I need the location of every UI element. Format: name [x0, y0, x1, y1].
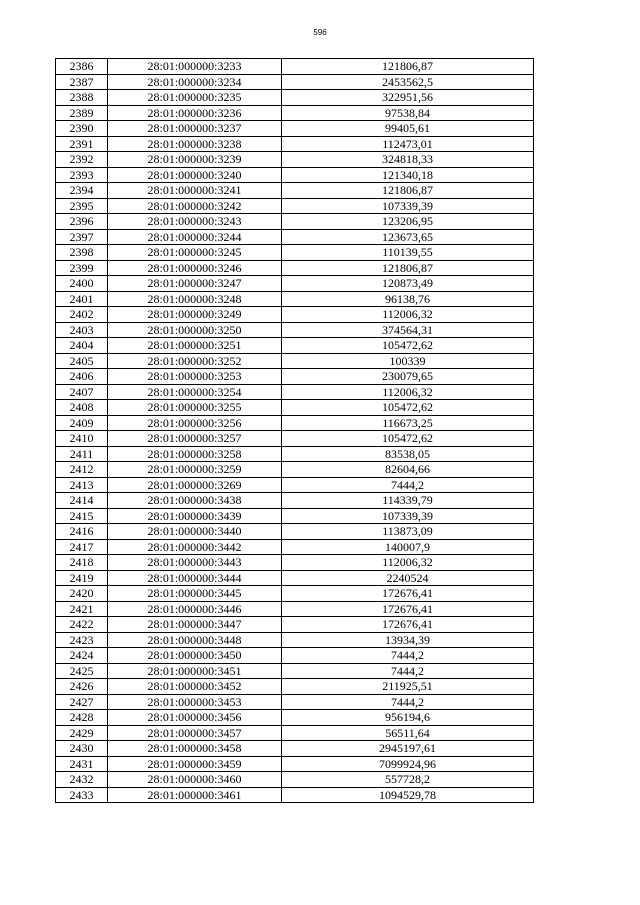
cadastral-number-cell: 28:01:000000:3443 — [108, 555, 282, 571]
cadastral-number-cell: 28:01:000000:3257 — [108, 431, 282, 447]
cadastral-value-cell: 112006,32 — [282, 384, 534, 400]
row-number-cell: 2390 — [56, 121, 108, 137]
cadastral-value-cell: 374564,31 — [282, 322, 534, 338]
cadastral-number-cell: 28:01:000000:3459 — [108, 756, 282, 772]
row-number-cell: 2417 — [56, 539, 108, 555]
table-row — [56, 679, 534, 695]
cadastral-number-cell: 28:01:000000:3237 — [108, 121, 282, 137]
table-row — [56, 245, 534, 261]
cadastral-value-cell: 172676,41 — [282, 586, 534, 602]
row-number-cell: 2398 — [56, 245, 108, 261]
cadastral-value-cell: 1094529,78 — [282, 787, 534, 803]
table-row — [56, 260, 534, 276]
cadastral-number-cell: 28:01:000000:3234 — [108, 74, 282, 90]
cadastral-value-cell: 56511,64 — [282, 725, 534, 741]
cadastral-value-cell: 121806,87 — [282, 59, 534, 75]
cadastral-value-cell: 557728,2 — [282, 772, 534, 788]
cadastral-number-cell: 28:01:000000:3244 — [108, 229, 282, 245]
cadastral-number-cell: 28:01:000000:3236 — [108, 105, 282, 121]
cadastral-value-cell: 7444,2 — [282, 694, 534, 710]
row-number-cell: 2418 — [56, 555, 108, 571]
row-number-cell: 2401 — [56, 291, 108, 307]
table-row — [56, 121, 534, 137]
cadastral-value-cell: 172676,41 — [282, 601, 534, 617]
cadastral-number-cell: 28:01:000000:3258 — [108, 446, 282, 462]
row-number-cell: 2415 — [56, 508, 108, 524]
table-row — [56, 663, 534, 679]
table-row — [56, 570, 534, 586]
cadastral-value-cell: 121806,87 — [282, 183, 534, 199]
cadastral-value-cell: 97538,84 — [282, 105, 534, 121]
row-number-cell: 2412 — [56, 462, 108, 478]
row-number-cell: 2432 — [56, 772, 108, 788]
cadastral-number-cell: 28:01:000000:3446 — [108, 601, 282, 617]
table-body — [56, 59, 534, 803]
table-row — [56, 772, 534, 788]
table-row — [56, 431, 534, 447]
table-row — [56, 694, 534, 710]
table-row — [56, 400, 534, 416]
row-number-cell: 2391 — [56, 136, 108, 152]
cadastral-value-cell: 7444,2 — [282, 663, 534, 679]
cadastral-value-cell: 7444,2 — [282, 648, 534, 664]
page-number: 596 — [313, 28, 327, 37]
row-number-cell: 2411 — [56, 446, 108, 462]
cadastral-number-cell: 28:01:000000:3460 — [108, 772, 282, 788]
row-number-cell: 2429 — [56, 725, 108, 741]
cadastral-value-cell: 110139,55 — [282, 245, 534, 261]
table-row — [56, 508, 534, 524]
row-number-cell: 2395 — [56, 198, 108, 214]
row-number-cell: 2416 — [56, 524, 108, 540]
cadastral-number-cell: 28:01:000000:3243 — [108, 214, 282, 230]
cadastral-number-cell: 28:01:000000:3247 — [108, 276, 282, 292]
row-number-cell: 2422 — [56, 617, 108, 633]
table-row — [56, 90, 534, 106]
row-number-cell: 2421 — [56, 601, 108, 617]
cadastral-value-cell: 324818,33 — [282, 152, 534, 168]
cadastral-number-cell: 28:01:000000:3245 — [108, 245, 282, 261]
table-row — [56, 617, 534, 633]
row-number-cell: 2433 — [56, 787, 108, 803]
table-row — [56, 183, 534, 199]
cadastral-number-cell: 28:01:000000:3447 — [108, 617, 282, 633]
cadastral-number-cell: 28:01:000000:3241 — [108, 183, 282, 199]
cadastral-number-cell: 28:01:000000:3254 — [108, 384, 282, 400]
cadastral-value-cell: 123673,65 — [282, 229, 534, 245]
cadastral-number-cell: 28:01:000000:3442 — [108, 539, 282, 555]
cadastral-number-cell: 28:01:000000:3448 — [108, 632, 282, 648]
cadastral-number-cell: 28:01:000000:3240 — [108, 167, 282, 183]
table-row — [56, 136, 534, 152]
table-row — [56, 105, 534, 121]
cadastral-value-cell: 99405,61 — [282, 121, 534, 137]
row-number-cell: 2413 — [56, 477, 108, 493]
cadastral-number-cell: 28:01:000000:3246 — [108, 260, 282, 276]
cadastral-value-cell: 112006,32 — [282, 307, 534, 323]
cadastral-number-cell: 28:01:000000:3235 — [108, 90, 282, 106]
cadastral-number-cell: 28:01:000000:3242 — [108, 198, 282, 214]
row-number-cell: 2420 — [56, 586, 108, 602]
cadastral-value-cell: 112473,01 — [282, 136, 534, 152]
row-number-cell: 2396 — [56, 214, 108, 230]
cadastral-value-cell: 105472,62 — [282, 431, 534, 447]
row-number-cell: 2404 — [56, 338, 108, 354]
row-number-cell: 2397 — [56, 229, 108, 245]
table-row — [56, 787, 534, 803]
table-row — [56, 648, 534, 664]
cadastral-number-cell: 28:01:000000:3458 — [108, 741, 282, 757]
table-row — [56, 152, 534, 168]
cadastral-value-cell: 82604,66 — [282, 462, 534, 478]
row-number-cell: 2389 — [56, 105, 108, 121]
cadastral-number-cell: 28:01:000000:3451 — [108, 663, 282, 679]
table-row — [56, 214, 534, 230]
table-row — [56, 632, 534, 648]
cadastral-value-cell: 2240524 — [282, 570, 534, 586]
table-row — [56, 276, 534, 292]
table-row — [56, 493, 534, 509]
row-number-cell: 2414 — [56, 493, 108, 509]
cadastral-table — [55, 58, 534, 803]
cadastral-value-cell: 121340,18 — [282, 167, 534, 183]
cadastral-number-cell: 28:01:000000:3238 — [108, 136, 282, 152]
cadastral-number-cell: 28:01:000000:3259 — [108, 462, 282, 478]
cadastral-number-cell: 28:01:000000:3249 — [108, 307, 282, 323]
cadastral-value-cell: 172676,41 — [282, 617, 534, 633]
row-number-cell: 2428 — [56, 710, 108, 726]
cadastral-number-cell: 28:01:000000:3444 — [108, 570, 282, 586]
cadastral-value-cell: 7444,2 — [282, 477, 534, 493]
cadastral-number-cell: 28:01:000000:3445 — [108, 586, 282, 602]
table-row — [56, 586, 534, 602]
cadastral-value-cell: 83538,05 — [282, 446, 534, 462]
table-row — [56, 725, 534, 741]
row-number-cell: 2387 — [56, 74, 108, 90]
cadastral-number-cell: 28:01:000000:3456 — [108, 710, 282, 726]
cadastral-number-cell: 28:01:000000:3233 — [108, 59, 282, 75]
row-number-cell: 2431 — [56, 756, 108, 772]
cadastral-number-cell: 28:01:000000:3457 — [108, 725, 282, 741]
cadastral-value-cell: 123206,95 — [282, 214, 534, 230]
table-row — [56, 307, 534, 323]
table-row — [56, 756, 534, 772]
table-row — [56, 524, 534, 540]
cadastral-value-cell: 7099924,96 — [282, 756, 534, 772]
cadastral-number-cell: 28:01:000000:3438 — [108, 493, 282, 509]
table-row — [56, 369, 534, 385]
row-number-cell: 2419 — [56, 570, 108, 586]
cadastral-number-cell: 28:01:000000:3255 — [108, 400, 282, 416]
table-row — [56, 446, 534, 462]
cadastral-value-cell: 100339 — [282, 353, 534, 369]
row-number-cell: 2423 — [56, 632, 108, 648]
row-number-cell: 2392 — [56, 152, 108, 168]
cadastral-value-cell: 211925,51 — [282, 679, 534, 695]
table-row — [56, 167, 534, 183]
cadastral-value-cell: 230079,65 — [282, 369, 534, 385]
row-number-cell: 2408 — [56, 400, 108, 416]
cadastral-number-cell: 28:01:000000:3450 — [108, 648, 282, 664]
cadastral-value-cell: 140007,9 — [282, 539, 534, 555]
table-row — [56, 384, 534, 400]
cadastral-value-cell: 13934,39 — [282, 632, 534, 648]
cadastral-number-cell: 28:01:000000:3440 — [108, 524, 282, 540]
row-number-cell: 2394 — [56, 183, 108, 199]
cadastral-value-cell: 114339,79 — [282, 493, 534, 509]
cadastral-value-cell: 322951,56 — [282, 90, 534, 106]
cadastral-value-cell: 2945197,61 — [282, 741, 534, 757]
cadastral-value-cell: 116673,25 — [282, 415, 534, 431]
table-row — [56, 601, 534, 617]
table-row — [56, 291, 534, 307]
row-number-cell: 2402 — [56, 307, 108, 323]
cadastral-value-cell: 2453562,5 — [282, 74, 534, 90]
table-row — [56, 353, 534, 369]
table-row — [56, 710, 534, 726]
row-number-cell: 2410 — [56, 431, 108, 447]
cadastral-value-cell: 120873,49 — [282, 276, 534, 292]
table-row — [56, 229, 534, 245]
row-number-cell: 2425 — [56, 663, 108, 679]
table-row — [56, 198, 534, 214]
row-number-cell: 2407 — [56, 384, 108, 400]
cadastral-number-cell: 28:01:000000:3269 — [108, 477, 282, 493]
cadastral-value-cell: 105472,62 — [282, 338, 534, 354]
table-row — [56, 415, 534, 431]
cadastral-number-cell: 28:01:000000:3439 — [108, 508, 282, 524]
cadastral-value-cell: 107339,39 — [282, 508, 534, 524]
cadastral-value-cell: 105472,62 — [282, 400, 534, 416]
row-number-cell: 2405 — [56, 353, 108, 369]
row-number-cell: 2406 — [56, 369, 108, 385]
table-row — [56, 74, 534, 90]
cadastral-number-cell: 28:01:000000:3461 — [108, 787, 282, 803]
cadastral-number-cell: 28:01:000000:3256 — [108, 415, 282, 431]
table-row — [56, 462, 534, 478]
cadastral-value-cell: 107339,39 — [282, 198, 534, 214]
cadastral-value-cell: 956194,6 — [282, 710, 534, 726]
table-row — [56, 555, 534, 571]
cadastral-value-cell: 113873,09 — [282, 524, 534, 540]
table-row — [56, 322, 534, 338]
row-number-cell: 2427 — [56, 694, 108, 710]
table-row — [56, 539, 534, 555]
cadastral-number-cell: 28:01:000000:3252 — [108, 353, 282, 369]
row-number-cell: 2403 — [56, 322, 108, 338]
cadastral-number-cell: 28:01:000000:3239 — [108, 152, 282, 168]
cadastral-value-cell: 96138,76 — [282, 291, 534, 307]
cadastral-number-cell: 28:01:000000:3248 — [108, 291, 282, 307]
cadastral-number-cell: 28:01:000000:3251 — [108, 338, 282, 354]
row-number-cell: 2430 — [56, 741, 108, 757]
table-row — [56, 741, 534, 757]
row-number-cell: 2393 — [56, 167, 108, 183]
cadastral-number-cell: 28:01:000000:3453 — [108, 694, 282, 710]
row-number-cell: 2400 — [56, 276, 108, 292]
cadastral-value-cell: 112006,32 — [282, 555, 534, 571]
cadastral-value-cell: 121806,87 — [282, 260, 534, 276]
table-row — [56, 59, 534, 75]
row-number-cell: 2424 — [56, 648, 108, 664]
row-number-cell: 2386 — [56, 59, 108, 75]
table-row — [56, 477, 534, 493]
row-number-cell: 2409 — [56, 415, 108, 431]
cadastral-number-cell: 28:01:000000:3452 — [108, 679, 282, 695]
row-number-cell: 2388 — [56, 90, 108, 106]
cadastral-number-cell: 28:01:000000:3250 — [108, 322, 282, 338]
cadastral-number-cell: 28:01:000000:3253 — [108, 369, 282, 385]
row-number-cell: 2399 — [56, 260, 108, 276]
row-number-cell: 2426 — [56, 679, 108, 695]
table-row — [56, 338, 534, 354]
